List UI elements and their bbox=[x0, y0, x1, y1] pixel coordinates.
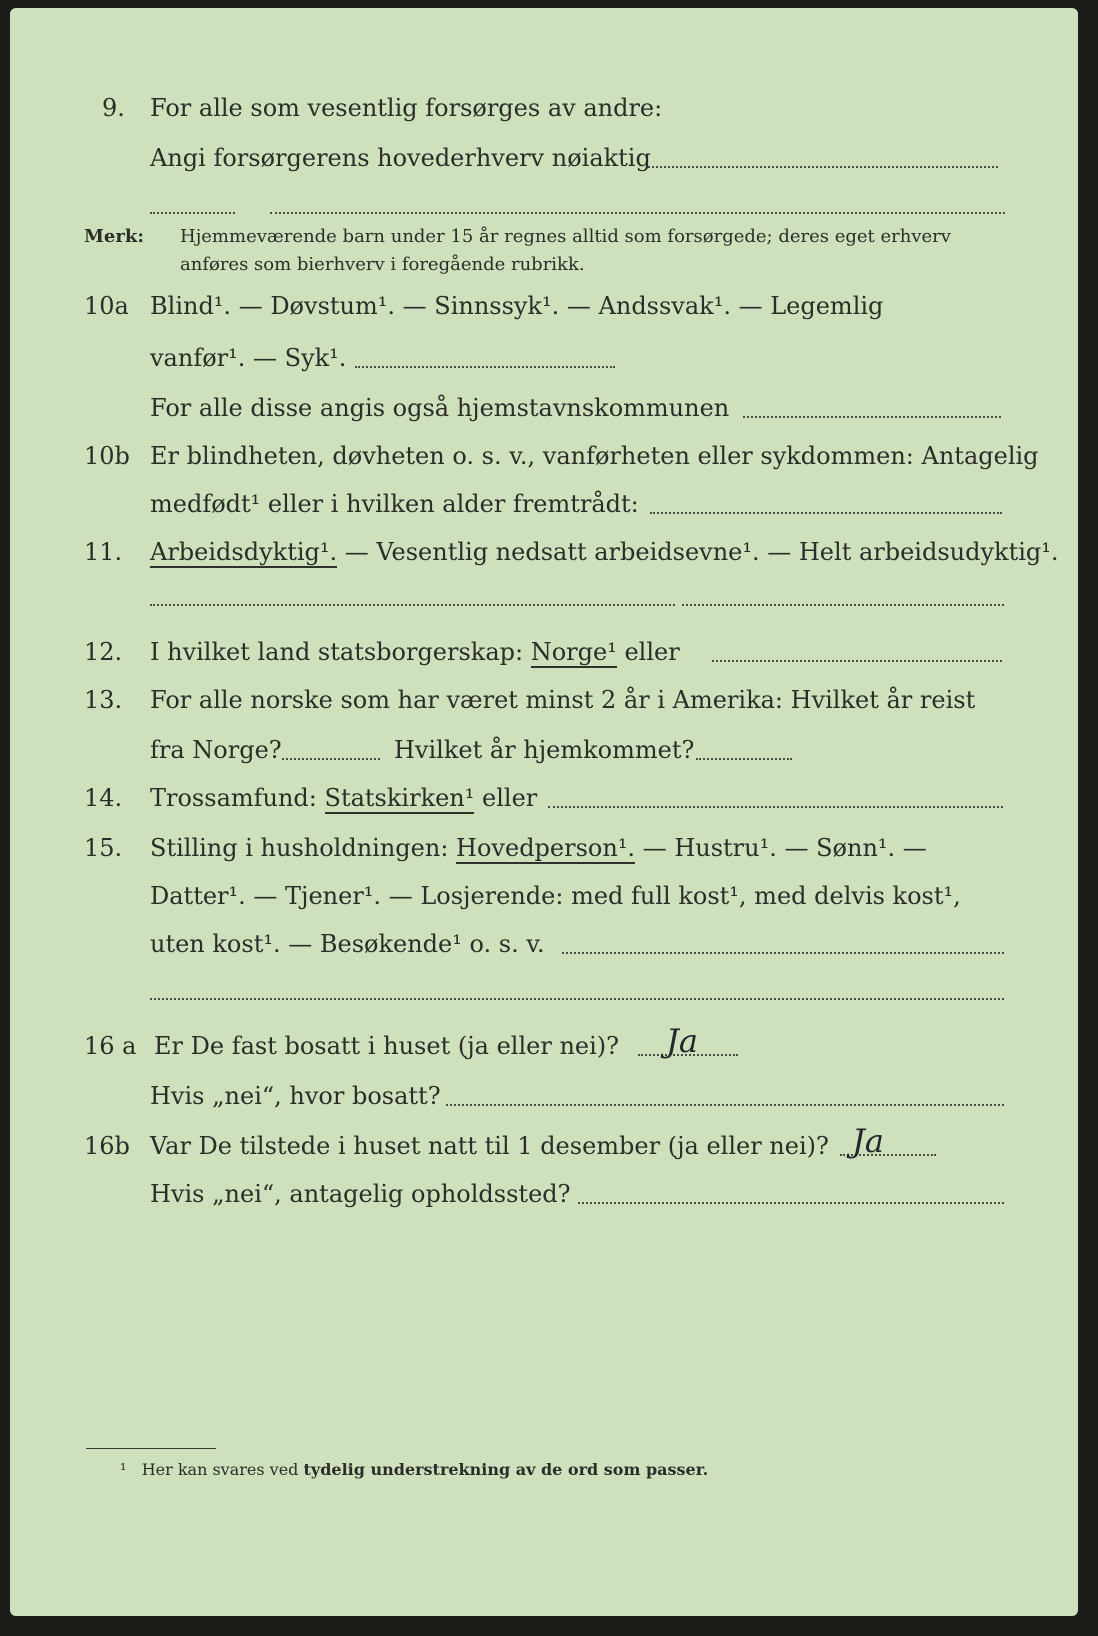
question-16a-line2 bbox=[10, 1082, 1078, 1120]
footnote-marker: ¹ bbox=[120, 1460, 127, 1479]
question-15 bbox=[10, 834, 1078, 872]
question-9 bbox=[10, 94, 1078, 132]
question-text: Hvis „nei“, antagelig opholdssted? bbox=[150, 1180, 571, 1208]
question-number: 12. bbox=[84, 638, 123, 666]
underlined-answer: Arbeidsdyktig¹. bbox=[150, 538, 338, 566]
handwritten-answer: Ja bbox=[666, 1022, 698, 1060]
answer-line[interactable] bbox=[648, 166, 998, 168]
footnote bbox=[120, 1460, 708, 1479]
answer-line[interactable] bbox=[743, 416, 1001, 418]
question-text: Blind¹. — Døvstum¹. — Sinnssyk¹. — Andssvak¹. — Legemlig bbox=[150, 292, 884, 320]
note-label: Merk: bbox=[84, 226, 144, 247]
question-13 bbox=[10, 686, 1078, 724]
question-10b bbox=[10, 442, 1078, 480]
question-text-rest: eller bbox=[616, 638, 680, 666]
question-text: uten kost¹. — Besøkende¹ o. s. v. bbox=[150, 930, 545, 958]
footnote-divider bbox=[86, 1448, 216, 1449]
question-text: Er De fast bosatt i huset (ja eller nei)? bbox=[154, 1032, 620, 1060]
answer-line[interactable] bbox=[282, 758, 380, 760]
question-number: 16 a bbox=[84, 1032, 137, 1060]
question-10a-line2 bbox=[10, 344, 1078, 382]
question-15-line3 bbox=[10, 930, 1078, 968]
question-text: For alle norske som har været minst 2 år i Amerika: Hvilket år reist bbox=[150, 686, 976, 714]
question-number: 13. bbox=[84, 686, 123, 714]
question-text-start: I hvilket land statsborgerskap: bbox=[150, 638, 531, 666]
answer-line[interactable] bbox=[150, 212, 235, 214]
question-text-start: Trossamfund: bbox=[150, 784, 325, 812]
question-text: vanfør¹. — Syk¹. bbox=[150, 344, 347, 372]
note-text: anføres som bierhverv i foregående rubrikk. bbox=[180, 254, 585, 275]
question-number: 10b bbox=[84, 442, 130, 470]
question-15-line2 bbox=[10, 882, 1078, 920]
question-10b-line2 bbox=[10, 490, 1078, 528]
underlined-answer: Norge¹ bbox=[530, 638, 617, 666]
answer-line[interactable] bbox=[150, 604, 675, 606]
question-number: 11. bbox=[84, 538, 123, 566]
footnote-bold-text: tydelig understrekning av de ord som passer. bbox=[303, 1460, 709, 1479]
question-text-rest: — Hustru¹. — Sønn¹. — bbox=[635, 834, 927, 862]
question-number: 14. bbox=[84, 784, 123, 812]
question-text-start: Stilling i husholdningen: bbox=[150, 834, 457, 862]
question-13-line2 bbox=[10, 736, 1078, 774]
census-form-page bbox=[10, 8, 1078, 1616]
answer-line[interactable] bbox=[150, 998, 1004, 1000]
question-text: Var De tilstede i huset natt til 1 desember (ja eller nei)? bbox=[150, 1132, 829, 1160]
question-text: Datter¹. — Tjener¹. — Losjerende: med full kost¹, med delvis kost¹, bbox=[150, 882, 961, 910]
question-9-line2 bbox=[10, 144, 1078, 182]
answer-line[interactable] bbox=[712, 660, 1002, 662]
question-text: For alle disse angis også hjemstavnskommunen bbox=[150, 394, 730, 422]
question-text bbox=[150, 834, 927, 862]
question-number: 10a bbox=[84, 292, 129, 320]
question-16a bbox=[10, 1022, 1078, 1070]
question-number: 16b bbox=[84, 1132, 130, 1160]
question-11 bbox=[10, 538, 1078, 576]
question-text: Hvilket år hjemkommet? bbox=[394, 736, 695, 764]
question-10a bbox=[10, 292, 1078, 330]
question-text bbox=[150, 784, 537, 812]
question-number: 15. bbox=[84, 834, 123, 862]
question-number: 9. bbox=[102, 94, 125, 122]
question-text: Hvis „nei“, hvor bosatt? bbox=[150, 1082, 441, 1110]
question-16b-line2 bbox=[10, 1180, 1078, 1218]
underlined-answer: Hovedperson¹. bbox=[456, 834, 636, 862]
question-text-rest: eller bbox=[474, 784, 538, 812]
question-10a-line3 bbox=[10, 394, 1078, 432]
answer-line[interactable] bbox=[650, 512, 1002, 514]
question-text: For alle som vesentlig forsørges av andre: bbox=[150, 94, 663, 122]
underlined-answer: Statskirken¹ bbox=[324, 784, 475, 812]
question-text: Er blindheten, døvheten o. s. v., vanførheten eller sykdommen: Antagelig bbox=[150, 442, 1039, 470]
answer-line[interactable] bbox=[355, 366, 615, 368]
question-text bbox=[150, 638, 680, 666]
answer-line[interactable] bbox=[578, 1202, 1004, 1204]
answer-line[interactable] bbox=[682, 604, 1004, 606]
question-14 bbox=[10, 784, 1078, 822]
question-text: fra Norge? bbox=[150, 736, 282, 764]
answer-line[interactable] bbox=[270, 212, 1005, 214]
question-text: Angi forsørgerens hovederhverv nøiaktig bbox=[150, 144, 651, 172]
answer-line[interactable] bbox=[696, 758, 792, 760]
answer-line[interactable] bbox=[548, 806, 1003, 808]
question-text bbox=[150, 538, 1059, 566]
handwritten-answer: Ja bbox=[852, 1122, 884, 1160]
question-text-rest: — Vesentlig nedsatt arbeidsevne¹. — Helt arbeidsudyktig¹. bbox=[337, 538, 1059, 566]
answer-line[interactable] bbox=[446, 1104, 1004, 1106]
question-16b bbox=[10, 1122, 1078, 1170]
question-12 bbox=[10, 638, 1078, 676]
answer-line[interactable] bbox=[562, 952, 1004, 954]
question-text: medfødt¹ eller i hvilken alder fremtrådt: bbox=[150, 490, 639, 518]
note-text: Hjemmeværende barn under 15 år regnes alltid som forsørgede; deres eget erhverv bbox=[180, 226, 951, 247]
footnote-text: Her kan svares ved bbox=[141, 1460, 299, 1479]
